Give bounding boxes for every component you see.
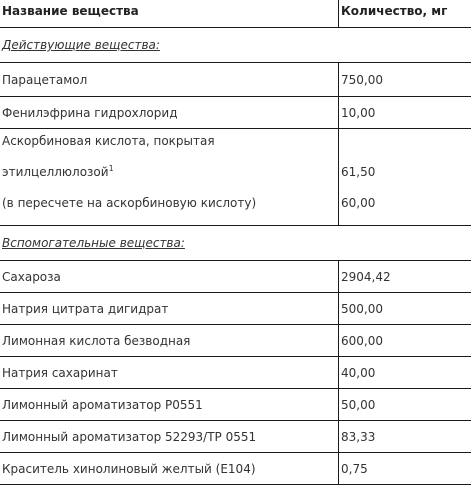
empty-cell	[341, 132, 471, 163]
table-row	[0, 357, 471, 389]
table-header-row	[0, 0, 471, 28]
substance-quantity: 500,00	[338, 293, 471, 324]
substance-quantity-multiline	[338, 129, 471, 225]
substance-quantity: 750,00	[338, 63, 471, 96]
table-row-ascorbic-acid	[0, 129, 471, 226]
table-row	[0, 261, 471, 293]
substance-quantity: 83,33	[338, 421, 471, 452]
substance-name-line: этилцеллюлозой	[2, 165, 109, 179]
substance-quantity: 50,00	[338, 389, 471, 420]
substance-quantity: 600,00	[338, 325, 471, 356]
table-row	[0, 63, 471, 97]
header-quantity-column: Количество, мг	[338, 0, 471, 27]
substance-name: Натрия цитрата дигидрат	[2, 301, 169, 316]
substance-name: Натрия сахаринат	[2, 365, 118, 380]
substance-name-line-with-footnote	[2, 163, 338, 194]
section-title: Вспомогательные вещества:	[2, 236, 185, 250]
substance-name-line: Аскорбиновая кислота, покрытая	[2, 134, 215, 148]
substance-name: Фенилэфрина гидрохлорид	[2, 105, 178, 120]
header-name-column: Название вещества	[2, 4, 139, 18]
substance-quantity: 0,75	[338, 453, 471, 484]
substance-name: Лимонная кислота безводная	[2, 333, 191, 348]
substance-name: Лимонный ароматизатор P0551	[2, 397, 203, 412]
table-row	[0, 453, 471, 485]
table-row	[0, 293, 471, 325]
substance-quantity: 10,00	[338, 97, 471, 128]
substance-name: Лимонный ароматизатор 52293/TP 0551	[2, 429, 257, 444]
substance-quantity: 61,50	[341, 165, 376, 179]
substance-quantity: 2904,42	[338, 261, 471, 292]
table-row	[0, 389, 471, 421]
substance-name-line: (в пересчете на аскорбиновую кислоту)	[2, 196, 257, 210]
substance-quantity: 40,00	[338, 357, 471, 388]
substance-name: Краситель хинолиновый желтый (E104)	[2, 461, 256, 476]
substance-name-multiline	[0, 129, 338, 225]
substance-name: Сахароза	[2, 269, 61, 284]
substance-quantity: 60,00	[341, 196, 376, 210]
substance-name: Парацетамол	[2, 72, 88, 87]
table-row	[0, 325, 471, 357]
table-row	[0, 97, 471, 129]
section-active-substances	[0, 28, 471, 63]
table-row	[0, 421, 471, 453]
section-title: Действующие вещества:	[2, 38, 160, 52]
section-auxiliary-substances	[0, 226, 471, 261]
footnote-marker: 1	[108, 164, 114, 173]
